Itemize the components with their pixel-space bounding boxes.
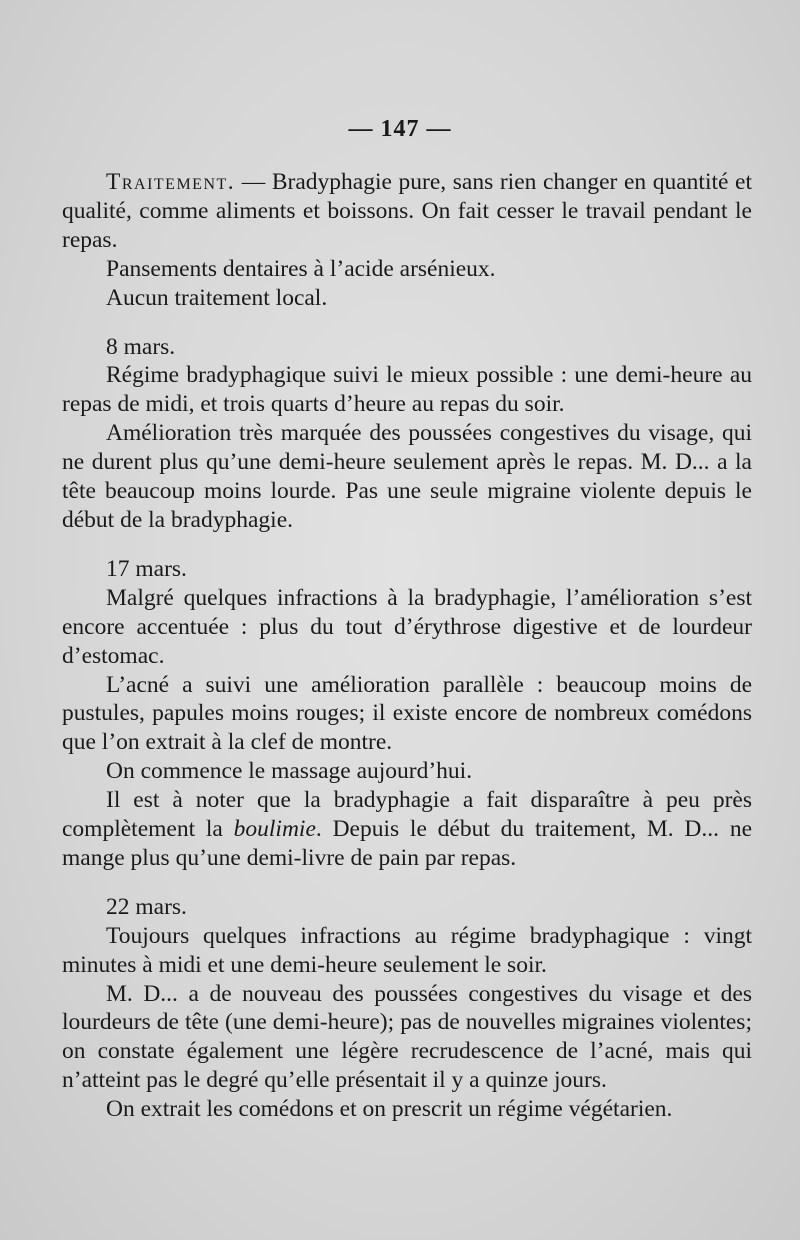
paragraph: On extrait les comédons et on prescrit un régime végétarien.: [106, 1096, 673, 1123]
paragraph-text: Il est à noter que la bradyphagie a fait disparaître à peu près complètement la: [62, 787, 752, 843]
paragraph-text-tail: . Depuis le début du traitement, M. D... ne mange plus qu’une demi-livre de pain par repas.: [62, 816, 752, 871]
paragraph: On commence le massage aujourd’hui.: [106, 758, 473, 785]
paragraph: Toujours quelques infractions au régime bradyphagique : vingt minutes à midi et une demi-heure seulement le soir.: [62, 922, 752, 978]
paragraph: Régime bradyphagique suivi le mieux possible : une demi-heure au repas de midi, et trois quarts d’heure au repas du soir.: [62, 362, 752, 418]
paragraph-boulimie: [62, 786, 752, 873]
body-text: [62, 168, 752, 1124]
paragraph-traitement: [62, 168, 752, 255]
date-heading: 17 mars.: [106, 555, 187, 582]
date-heading: 8 mars.: [106, 333, 176, 360]
paragraph: Amélioration très marquée des poussées congestives du visage, qui ne durent plus qu’une demi-heure seulement après le repas. M. D... a la tête beaucoup moins lourde. Pas une seule migraine violente depuis le début de la bradyphagie.: [62, 420, 752, 533]
paragraph-text: — Bradyphagie pure, sans rien changer en quantité et qualité, comme aliments et boissons. On fait cesser le travail pendant le repas.: [62, 169, 752, 253]
date-heading: 22 mars.: [106, 893, 187, 920]
page-number: — 147 —: [348, 116, 452, 142]
paragraph: L’acné a suivi une amélioration parallèle : beaucoup moins de pustules, papules moins rouges; il existe encore de nombreux comédons que l’on extrait à la clef de montre.: [62, 671, 752, 756]
paragraph: Malgré quelques infractions à la bradyphagie, l’amélioration s’est encore accentuée : plus du tout d’érythrose digestive et de lourdeur d’estomac.: [62, 584, 752, 669]
paragraph: Aucun traitement local.: [106, 284, 328, 311]
section-lead: Traitement.: [106, 169, 236, 195]
paragraph: Pansements dentaires à l’acide arsénieux.: [106, 255, 496, 282]
paragraph: M. D... a de nouveau des poussées congestives du visage et des lourdeurs de tête (une demi-heure); pas de nouvelles migraines violentes; on constate également une légère recrudescence de l’acné, mais qui n’atteint pas le degré qu’elle présentait il y a quinze jours.: [62, 980, 752, 1094]
italic-term: boulimie: [233, 816, 316, 843]
